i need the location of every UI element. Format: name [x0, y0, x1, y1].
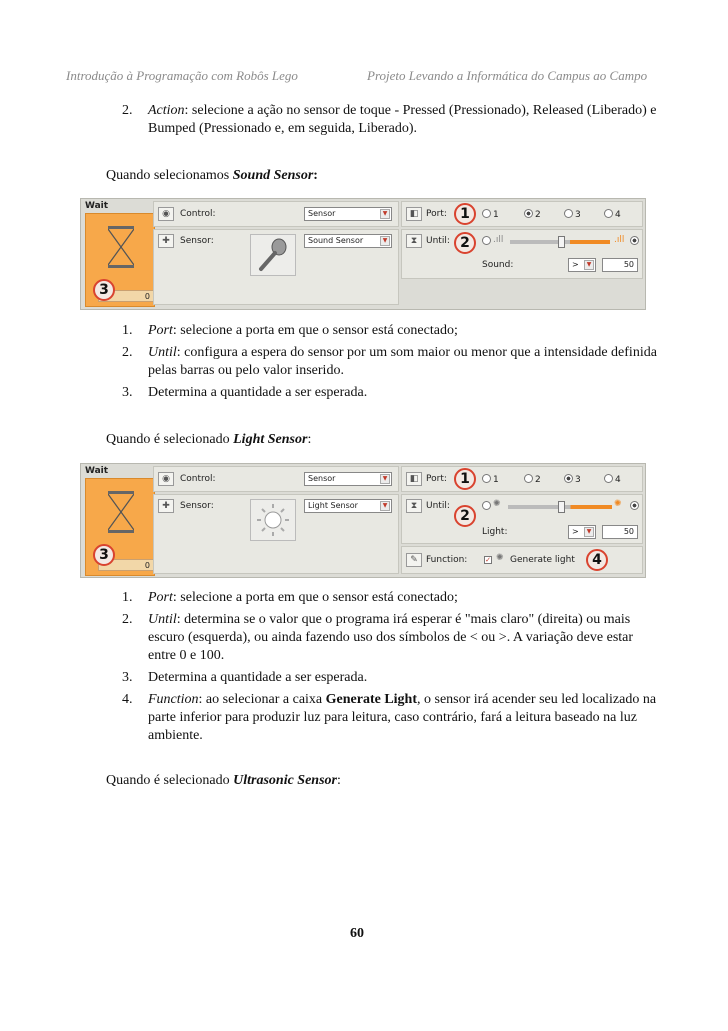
light-bulb-icon [250, 499, 296, 541]
header-left: Introdução à Programação com Robôs Lego [66, 68, 298, 83]
compare-dropdown[interactable]: > ▼ [568, 258, 596, 272]
until-label: Until: [426, 501, 450, 511]
microphone-icon [250, 234, 296, 276]
generate-light-label: Generate light [510, 555, 575, 565]
slider-knob[interactable] [558, 236, 565, 248]
control-row [153, 201, 399, 227]
sun-icon: ✺ [496, 553, 504, 563]
port-radio-1[interactable]: 1 [482, 474, 499, 485]
eye-icon: ◉ [158, 207, 174, 221]
callout-3: 3 [93, 279, 115, 301]
port-radio-2[interactable]: 2 [524, 474, 541, 485]
list-item: 4. Function: ao selecionar a caixa Generate Light, o sensor irá acender seu led localizado na parte inferior para produzir luz para leitura, caso contrário, fará a leitura baseado na luz ambiente. [122, 692, 657, 743]
callout-4: 4 [586, 549, 608, 571]
list-item: 2. Action: selecione a ação no sensor de toque - Pressed (Pressionado), Released (Liberado) e Bumped (Pressionado e, em seguida, Liberado). [122, 103, 657, 136]
until-radio-loud[interactable] [630, 236, 641, 247]
sound-label: Sound: [482, 260, 514, 270]
counter-field: 0 [98, 559, 154, 571]
list-item: 3. Determina a quantidade a ser esperada. [122, 670, 368, 685]
control-label: Control: [180, 474, 216, 484]
list-item: 3. Determina a quantidade a ser esperada. [122, 385, 368, 400]
sun-bright-icon: ✺ [614, 499, 622, 509]
chevron-down-icon: ▼ [584, 527, 594, 537]
hourglass-small-icon: ⧗ [406, 234, 422, 248]
sensor-icon: ✚ [158, 499, 174, 513]
counter-field: 0 [98, 290, 154, 302]
chevron-down-icon: ▼ [380, 209, 390, 219]
callout-2: 2 [454, 232, 476, 254]
control-dropdown[interactable]: Sensor ▼ [304, 207, 392, 221]
port-radio-3[interactable]: 3 [564, 209, 581, 220]
compare-dropdown[interactable]: > ▼ [568, 525, 596, 539]
volume-low-icon: .ıll [493, 235, 504, 245]
sensor-icon: ✚ [158, 234, 174, 248]
port-row [401, 201, 643, 227]
port-radio-4[interactable]: 4 [604, 474, 621, 485]
port-row [401, 466, 643, 492]
hourglass-small-icon: ⧗ [406, 499, 422, 513]
wrench-icon: ✎ [406, 553, 422, 567]
until-radio-quiet[interactable] [482, 236, 493, 247]
until-radio-bright[interactable] [630, 501, 641, 512]
until-row [401, 229, 643, 279]
control-dropdown[interactable]: Sensor ▼ [304, 472, 392, 486]
port-radio-4[interactable]: 4 [604, 209, 621, 220]
port-icon: ◧ [406, 472, 422, 486]
sound-intro: Quando selecionamos Sound Sensor: [106, 168, 318, 183]
hourglass-icon [108, 491, 134, 533]
ultrasonic-intro: Quando é selecionado Ultrasonic Sensor: [106, 773, 341, 788]
light-label: Light: [482, 527, 508, 537]
list-item: 1. Port: selecione a porta em que o sensor está conectado; [122, 590, 458, 605]
wait-label: Wait [85, 201, 109, 211]
generate-light-checkbox[interactable]: ✓ [485, 556, 491, 564]
chevron-down-icon: ▼ [584, 260, 594, 270]
sensor-label: Sensor: [180, 236, 214, 246]
eye-icon: ◉ [158, 472, 174, 486]
sensor-dropdown[interactable]: Light Sensor ▼ [304, 499, 392, 513]
sound-sensor-panel [80, 198, 646, 310]
header-right: Projeto Levando a Informática do Campus ao Campo [367, 68, 648, 83]
list-item: 1. Port: selecione a porta em que o sensor está conectado; [122, 323, 458, 338]
chevron-down-icon: ▼ [380, 236, 390, 246]
list-item: 2. Until: configura a espera do sensor por um som maior ou menor que a intensidade definida pelas barras ou pelo valor inserido. [122, 345, 657, 378]
until-label: Until: [426, 236, 450, 246]
light-list [122, 589, 662, 749]
function-row [401, 546, 643, 574]
until-row [401, 494, 643, 544]
slider-knob[interactable] [558, 501, 565, 513]
callout-3: 3 [93, 544, 115, 566]
light-sensor-panel [80, 463, 646, 578]
sound-value-input[interactable]: 50 [602, 258, 638, 272]
volume-high-icon: .ıll [614, 235, 625, 245]
chevron-down-icon: ▼ [380, 474, 390, 484]
light-intro: Quando é selecionado Light Sensor: [106, 432, 312, 447]
sensor-row [153, 494, 399, 574]
sound-list [122, 322, 662, 406]
list-item: 2. Until: determina se o valor que o programa irá esperar é "mais claro" (direita) ou mais escuro (esquerda), ou ainda fazendo uso dos símbolos de < ou >. A variação deve estar entre 0 e 100. [122, 612, 634, 663]
sensor-label: Sensor: [180, 501, 214, 511]
light-value-input[interactable]: 50 [602, 525, 638, 539]
control-row [153, 466, 399, 492]
chevron-down-icon: ▼ [380, 501, 390, 511]
wait-label: Wait [85, 466, 109, 476]
sun-dark-icon: ✺ [493, 499, 501, 509]
sensor-row [153, 229, 399, 305]
callout-1: 1 [454, 468, 476, 490]
port-radio-2[interactable]: 2 [524, 209, 541, 220]
port-label: Port: [426, 209, 447, 219]
hourglass-icon [108, 226, 134, 268]
port-icon: ◧ [406, 207, 422, 221]
touch-list [122, 102, 662, 142]
function-label: Function: [426, 555, 468, 565]
port-radio-1[interactable]: 1 [482, 209, 499, 220]
until-radio-dark[interactable] [482, 501, 493, 512]
callout-1: 1 [454, 203, 476, 225]
callout-2: 2 [454, 505, 476, 527]
port-label: Port: [426, 474, 447, 484]
control-label: Control: [180, 209, 216, 219]
page-number: 60 [350, 926, 364, 941]
sensor-dropdown[interactable]: Sound Sensor ▼ [304, 234, 392, 248]
port-radio-3[interactable]: 3 [564, 474, 581, 485]
